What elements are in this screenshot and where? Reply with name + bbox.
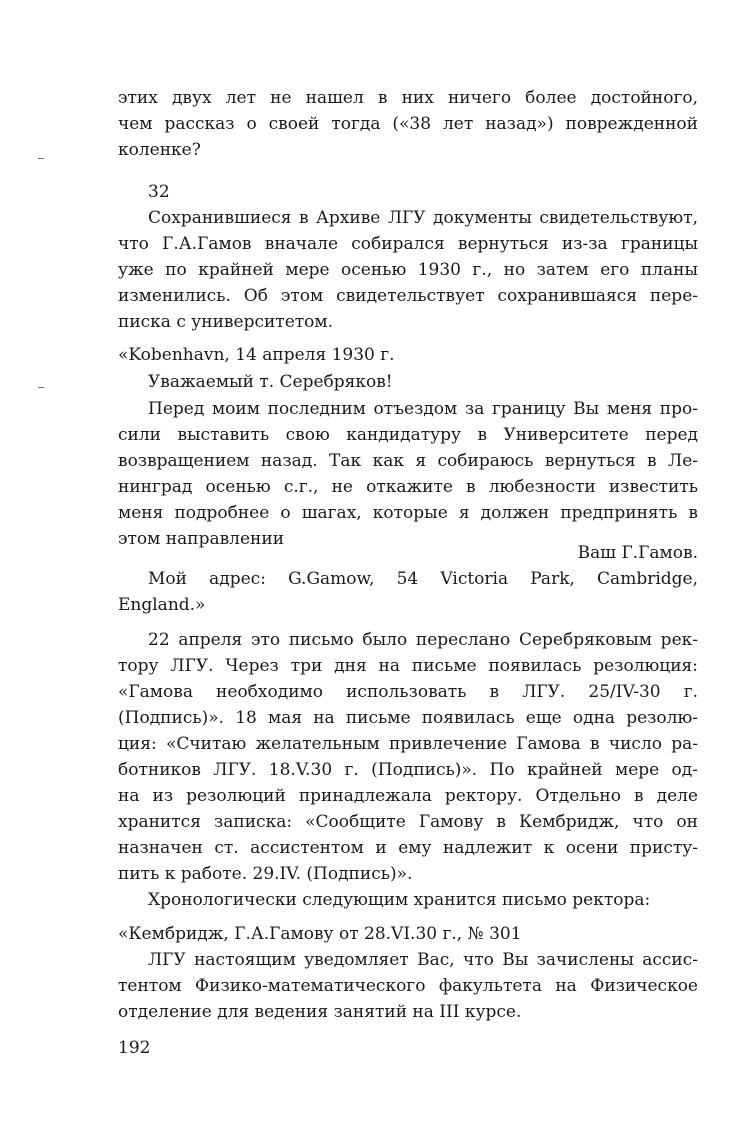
letter-line: возвращением назад. Так как я собираюсь вернуться в Ле- bbox=[118, 451, 698, 471]
paragraph-line: Сохранившиеся в Архиве ЛГУ документы свидетельствуют, bbox=[148, 208, 698, 228]
letter-line: отделение для ведения занятий на III курсе. bbox=[118, 1002, 522, 1022]
letter-line: меня подробнее о шагах, которые я должен предпринять в bbox=[118, 503, 698, 523]
paragraph-line: этих двух лет не нашел в них ничего более достойного, bbox=[118, 88, 698, 108]
note-number: 32 bbox=[148, 182, 170, 202]
paragraph-line: чем рассказ о своей тогда («38 лет назад») поврежденной bbox=[118, 114, 698, 134]
margin-mark bbox=[38, 158, 44, 159]
letter-signature: Ваш Г.Гамов. bbox=[577, 543, 698, 563]
paragraph-line: назначен ст. ассистентом и ему надлежит к осени присту- bbox=[118, 838, 698, 858]
paragraph-line: писка с университетом. bbox=[118, 312, 334, 332]
paragraph-line: (Подпись)». 18 мая на письме появилась еще одна резолю- bbox=[118, 708, 698, 728]
margin-mark bbox=[38, 387, 44, 388]
letter-address: England.» bbox=[118, 595, 206, 615]
paragraph-line: «Гамова необходимо использовать в ЛГУ. 25/IV-30 г. bbox=[118, 682, 698, 702]
letter-salutation: Уважаемый т. Серебряков! bbox=[148, 372, 393, 392]
paragraph-line: Хронологически следующим хранится письмо ректора: bbox=[148, 890, 651, 910]
paragraph-line: хранится записка: «Сообщите Гамову в Кембридж, что он bbox=[118, 812, 698, 832]
letter-header: «Кембридж, Г.А.Гамову от 28.VI.30 г., № 301 bbox=[118, 924, 522, 944]
paragraph-line: ботников ЛГУ. 18.V.30 г. (Подпись)». По крайней мере од- bbox=[118, 760, 698, 780]
paragraph-line: изменились. Об этом свидетельствует сохранившаяся пере- bbox=[118, 286, 698, 306]
letter-line: этом направлении bbox=[118, 529, 285, 549]
paragraph-line: 22 апреля это письмо было переслано Серебряковым рек- bbox=[148, 630, 698, 650]
letter-line: нинград осенью с.г., не откажите в любезности известить bbox=[118, 477, 698, 497]
letter-line: сили выставить свою кандидатуру в Университете перед bbox=[118, 425, 698, 445]
page-number: 192 bbox=[118, 1038, 151, 1058]
letter-line: Перед моим последним отъездом за границу Вы меня про- bbox=[148, 399, 698, 419]
letter-address: Мой адрес: G.Gamow, 54 Victoria Park, Cambridge, bbox=[148, 569, 698, 589]
paragraph-line: пить к работе. 29.IV. (Подпись)». bbox=[118, 864, 413, 884]
paragraph-line: что Г.А.Гамов вначале собирался вернуться из-за границы bbox=[118, 234, 698, 254]
paragraph-line: тору ЛГУ. Через три дня на письме появилась резолюция: bbox=[118, 656, 698, 676]
paragraph-line: на из резолюций принадлежала ректору. Отдельно в деле bbox=[118, 786, 698, 806]
letter-header: «Kobenhavn, 14 апреля 1930 г. bbox=[118, 345, 395, 365]
paragraph-line: коленке? bbox=[118, 140, 201, 160]
paragraph-line: уже по крайней мере осенью 1930 г., но затем его планы bbox=[118, 260, 698, 280]
letter-line: тентом Физико-математического факультета на Физическое bbox=[118, 976, 698, 996]
paragraph-line: ция: «Считаю желательным привлечение Гамова в число ра- bbox=[118, 734, 698, 754]
letter-line: ЛГУ настоящим уведомляет Вас, что Вы зачислены ассис- bbox=[148, 950, 698, 970]
